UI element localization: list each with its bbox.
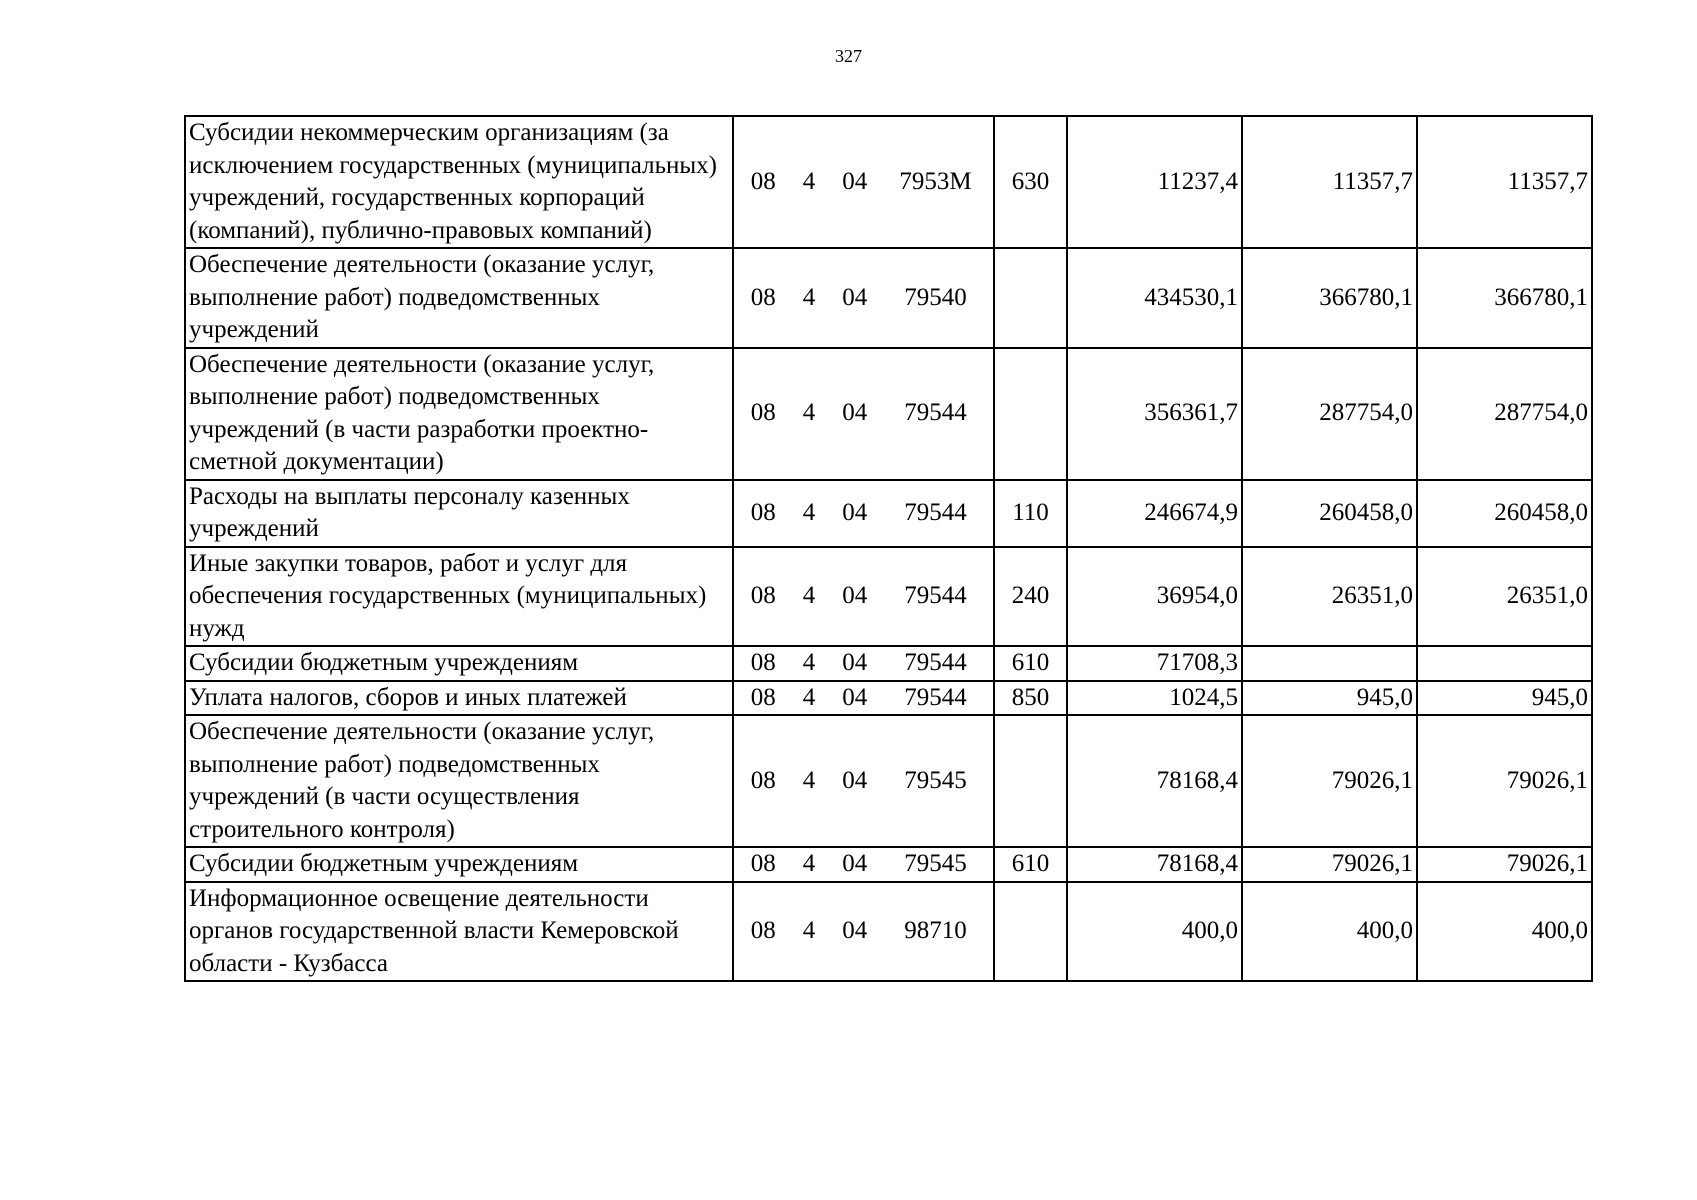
group-code: 04 bbox=[842, 649, 868, 676]
subprogram-code: 4 bbox=[802, 582, 816, 609]
expense-type-code bbox=[994, 882, 1067, 982]
amount-year-2: 400,0 bbox=[1242, 882, 1417, 982]
article-code: 79544 bbox=[904, 683, 967, 711]
table-row bbox=[185, 847, 1592, 882]
amount-year-3: 287754,0 bbox=[1417, 348, 1592, 480]
section-code: 08 bbox=[750, 399, 776, 427]
section-code: 08 bbox=[750, 582, 776, 609]
article-code: 79545 bbox=[904, 850, 967, 877]
amount-year-2: 945,0 bbox=[1242, 681, 1417, 716]
group-code: 04 bbox=[842, 582, 868, 609]
expense-type-code: 630 bbox=[994, 116, 1067, 248]
table-row bbox=[185, 681, 1592, 716]
section-code: 08 bbox=[750, 498, 776, 526]
subprogram-code: 4 bbox=[802, 283, 816, 311]
amount-year-3: 366780,1 bbox=[1417, 248, 1592, 348]
article-code: 79545 bbox=[904, 766, 967, 794]
row-description: Обеспечение деятельности (оказание услуг, выполнение работ) подведомственных учреждений bbox=[185, 248, 733, 348]
amount-year-1: 356361,7 bbox=[1067, 348, 1242, 480]
section-code: 08 bbox=[750, 283, 776, 311]
table-row bbox=[185, 348, 1592, 480]
row-codes bbox=[733, 248, 994, 348]
expense-type-code: 850 bbox=[994, 681, 1067, 716]
row-description: Обеспечение деятельности (оказание услуг, выполнение работ) подведомственных учреждений (в части разработки проектно-сметной документации) bbox=[185, 348, 733, 480]
table-row bbox=[185, 715, 1592, 847]
subprogram-code: 4 bbox=[802, 766, 816, 794]
amount-year-2: 366780,1 bbox=[1242, 248, 1417, 348]
subprogram-code: 4 bbox=[802, 917, 816, 944]
expense-type-code bbox=[994, 715, 1067, 847]
article-code: 79544 bbox=[904, 498, 967, 526]
amount-year-2 bbox=[1242, 646, 1417, 681]
article-code: 79544 bbox=[904, 399, 967, 427]
amount-year-1: 78168,4 bbox=[1067, 847, 1242, 882]
row-codes bbox=[733, 847, 994, 882]
section-code: 08 bbox=[750, 683, 776, 711]
amount-year-3: 400,0 bbox=[1417, 882, 1592, 982]
subprogram-code: 4 bbox=[802, 399, 816, 427]
table-row bbox=[185, 480, 1592, 547]
row-codes bbox=[733, 882, 994, 982]
table-row bbox=[185, 882, 1592, 982]
row-codes bbox=[733, 715, 994, 847]
expense-type-code: 610 bbox=[994, 646, 1067, 681]
table-row bbox=[185, 116, 1592, 248]
expense-type-code: 240 bbox=[994, 547, 1067, 647]
amount-year-1: 78168,4 bbox=[1067, 715, 1242, 847]
amount-year-1: 246674,9 bbox=[1067, 480, 1242, 547]
amount-year-1: 71708,3 bbox=[1067, 646, 1242, 681]
article-code: 79540 bbox=[904, 283, 967, 311]
row-description: Субсидии некоммерческим организациям (за исключением государственных (муниципальных) учреждений, государственных корпораций (компаний), публично-правовых компаний) bbox=[185, 116, 733, 248]
article-code: 79544 bbox=[904, 649, 967, 676]
row-description: Информационное освещение деятельности органов государственной власти Кемеровской области - Кузбасса bbox=[185, 882, 733, 982]
section-code: 08 bbox=[750, 850, 776, 877]
row-description: Иные закупки товаров, работ и услуг для обеспечения государственных (муниципальных) нужд bbox=[185, 547, 733, 647]
row-description: Уплата налогов, сборов и иных платежей bbox=[185, 681, 733, 716]
article-code: 7953М bbox=[899, 167, 972, 195]
amount-year-3: 79026,1 bbox=[1417, 715, 1592, 847]
row-codes bbox=[733, 480, 994, 547]
amount-year-3: 260458,0 bbox=[1417, 480, 1592, 547]
group-code: 04 bbox=[842, 766, 868, 794]
row-codes bbox=[733, 116, 994, 248]
budget-table bbox=[184, 115, 1593, 982]
amount-year-2: 79026,1 bbox=[1242, 847, 1417, 882]
section-code: 08 bbox=[750, 649, 776, 676]
table-row bbox=[185, 646, 1592, 681]
group-code: 04 bbox=[842, 498, 868, 526]
expense-type-code: 610 bbox=[994, 847, 1067, 882]
row-codes bbox=[733, 681, 994, 716]
amount-year-2: 287754,0 bbox=[1242, 348, 1417, 480]
amount-year-2: 26351,0 bbox=[1242, 547, 1417, 647]
expense-type-code bbox=[994, 348, 1067, 480]
section-code: 08 bbox=[750, 766, 776, 794]
subprogram-code: 4 bbox=[802, 167, 816, 195]
amount-year-2: 11357,7 bbox=[1242, 116, 1417, 248]
group-code: 04 bbox=[842, 167, 868, 195]
page-number: 327 bbox=[835, 46, 862, 66]
amount-year-1: 434530,1 bbox=[1067, 248, 1242, 348]
expense-type-code bbox=[994, 248, 1067, 348]
group-code: 04 bbox=[842, 683, 868, 711]
row-description: Расходы на выплаты персоналу казенных учреждений bbox=[185, 480, 733, 547]
group-code: 04 bbox=[842, 850, 868, 877]
row-description: Субсидии бюджетным учреждениям bbox=[185, 646, 733, 681]
amount-year-3: 945,0 bbox=[1417, 681, 1592, 716]
amount-year-2: 79026,1 bbox=[1242, 715, 1417, 847]
amount-year-3: 26351,0 bbox=[1417, 547, 1592, 647]
row-description: Субсидии бюджетным учреждениям bbox=[185, 847, 733, 882]
section-code: 08 bbox=[750, 917, 776, 944]
amount-year-3 bbox=[1417, 646, 1592, 681]
subprogram-code: 4 bbox=[802, 683, 816, 711]
table-row bbox=[185, 547, 1592, 647]
amount-year-1: 36954,0 bbox=[1067, 547, 1242, 647]
row-codes bbox=[733, 348, 994, 480]
group-code: 04 bbox=[842, 283, 868, 311]
amount-year-3: 79026,1 bbox=[1417, 847, 1592, 882]
subprogram-code: 4 bbox=[802, 850, 816, 877]
amount-year-1: 11237,4 bbox=[1067, 116, 1242, 248]
group-code: 04 bbox=[842, 917, 868, 944]
group-code: 04 bbox=[842, 399, 868, 427]
subprogram-code: 4 bbox=[802, 649, 816, 676]
article-code: 98710 bbox=[904, 917, 967, 944]
amount-year-3: 11357,7 bbox=[1417, 116, 1592, 248]
expense-type-code: 110 bbox=[994, 480, 1067, 547]
row-description: Обеспечение деятельности (оказание услуг, выполнение работ) подведомственных учреждений (в части осуществления строительного контроля) bbox=[185, 715, 733, 847]
row-codes bbox=[733, 547, 994, 647]
amount-year-1: 1024,5 bbox=[1067, 681, 1242, 716]
section-code: 08 bbox=[750, 167, 776, 195]
article-code: 79544 bbox=[904, 582, 967, 609]
amount-year-1: 400,0 bbox=[1067, 882, 1242, 982]
table-row bbox=[185, 248, 1592, 348]
amount-year-2: 260458,0 bbox=[1242, 480, 1417, 547]
subprogram-code: 4 bbox=[802, 498, 816, 526]
row-codes bbox=[733, 646, 994, 681]
